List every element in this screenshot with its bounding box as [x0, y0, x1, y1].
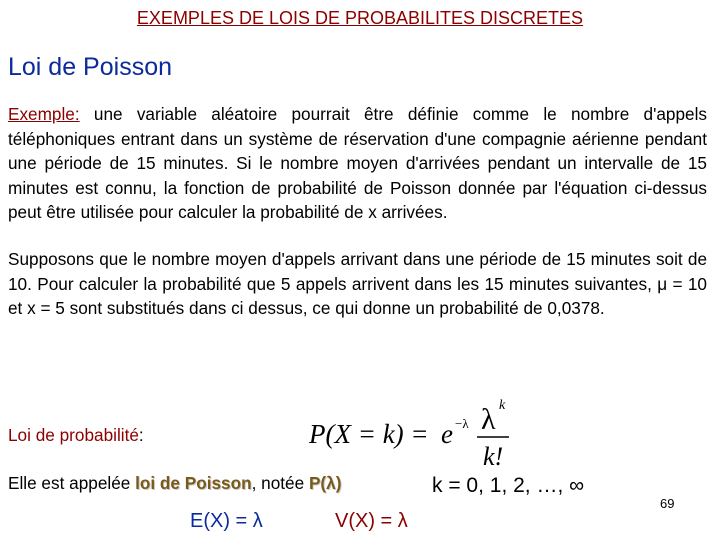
variance-formula: V(X) = λ	[335, 510, 408, 532]
example-paragraph	[8, 102, 707, 225]
formula-lambda: λ	[481, 403, 496, 436]
formula-lhs: P(X = k) =	[309, 419, 429, 449]
example-text: une variable aléatoire pourrait être définie comme le nombre d'appels téléphoniques entrant dans un système de réservation d'une compagnie aérienne pendant une période de 15 minutes. Si le nombre moyen d'arrivées pendant un intervalle de 15 minutes est connu, la fonction de probabilité de Poisson donnée par l'équation ci-dessus peut être utilisée pour calculer la probabilité de x arrivées.	[8, 104, 707, 222]
formula-denominator: k!	[483, 442, 504, 471]
calculation-paragraph: Supposons que le nombre moyen d'appels arrivant dans une période de 15 minutes soit de 10. Pour calculer la probabilité que 5 appels arrivent dans les 15 minutes suivantes, μ = 10 et x = 5 sont substitués dans ci dessus, ce qui donne un probabilité de 0,0378.	[8, 249, 707, 318]
k-range: k = 0, 1, 2, …, ∞	[432, 474, 585, 497]
distribution-notation: P(λ)	[308, 473, 342, 493]
probability-law-colon: :	[138, 425, 144, 445]
formula-e: e	[441, 419, 453, 449]
expectation-formula: E(X) = λ	[190, 510, 263, 532]
page-title: EXEMPLES DE LOIS DE PROBABILITES DISCRETES	[136, 8, 584, 28]
probability-law-text: Loi de probabilité	[8, 425, 139, 445]
page-number: 69	[660, 496, 675, 511]
named-mid: , notée	[251, 473, 309, 493]
named-prefix: Elle est appelée	[8, 473, 136, 493]
poisson-formula	[305, 395, 525, 475]
formula-k-superscript: k	[499, 398, 506, 413]
section-heading: Loi de Poisson	[8, 53, 173, 81]
distribution-name: loi de Poisson	[135, 473, 252, 493]
example-label: Exemple:	[8, 104, 80, 124]
formula-exponent: −λ	[455, 416, 469, 431]
named-distribution-line	[8, 473, 341, 494]
probability-law-label	[8, 425, 144, 446]
